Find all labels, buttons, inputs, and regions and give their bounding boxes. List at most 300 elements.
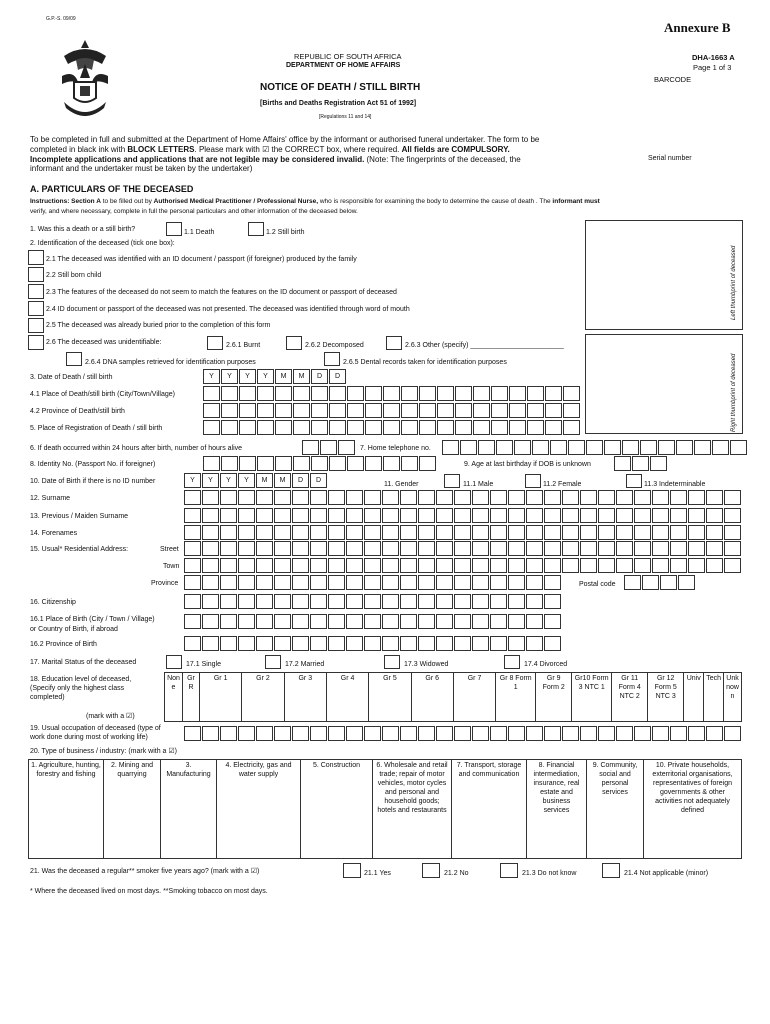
input-cell[interactable]	[184, 490, 201, 505]
registration-place-field[interactable]	[203, 420, 581, 435]
word-of-mouth-checkbox[interactable]	[28, 301, 44, 316]
industry-option[interactable]: 4. Electricity, gas and water supply	[217, 760, 301, 859]
edu-col[interactable]: Gr 4	[326, 673, 368, 722]
input-cell[interactable]	[454, 490, 471, 505]
input-cell[interactable]	[724, 558, 741, 573]
input-cell[interactable]	[454, 508, 471, 523]
input-cell[interactable]	[652, 508, 669, 523]
input-cell[interactable]	[203, 420, 220, 435]
input-cell[interactable]	[220, 558, 237, 573]
input-cell[interactable]	[418, 525, 435, 540]
input-cell[interactable]	[634, 525, 651, 540]
edu-col[interactable]: Univ	[684, 673, 704, 722]
input-cell[interactable]	[382, 575, 399, 590]
input-cell[interactable]	[419, 420, 436, 435]
input-cell[interactable]	[580, 490, 597, 505]
input-cell[interactable]	[634, 558, 651, 573]
input-cell[interactable]	[202, 558, 219, 573]
input-cell[interactable]	[202, 636, 219, 651]
input-cell[interactable]	[706, 525, 723, 540]
date-cell[interactable]: Y	[184, 473, 201, 488]
input-cell[interactable]	[436, 575, 453, 590]
input-cell[interactable]	[347, 456, 364, 471]
input-cell[interactable]	[203, 386, 220, 401]
input-cell[interactable]	[256, 490, 273, 505]
input-cell[interactable]	[437, 403, 454, 418]
input-cell[interactable]	[634, 490, 651, 505]
date-cell[interactable]: Y	[238, 473, 255, 488]
input-cell[interactable]	[562, 726, 579, 741]
input-cell[interactable]	[203, 403, 220, 418]
input-cell[interactable]	[328, 575, 345, 590]
input-cell[interactable]	[256, 508, 273, 523]
input-cell[interactable]	[365, 403, 382, 418]
industry-option[interactable]: 8. Financial intermediation, insurance, real estate and business services	[527, 760, 587, 859]
input-cell[interactable]	[455, 420, 472, 435]
input-cell[interactable]	[256, 575, 273, 590]
date-cell[interactable]: M	[256, 473, 273, 488]
input-cell[interactable]	[346, 541, 363, 556]
input-cell[interactable]	[455, 386, 472, 401]
input-cell[interactable]	[239, 386, 256, 401]
input-cell[interactable]	[256, 636, 273, 651]
input-cell[interactable]	[419, 386, 436, 401]
input-cell[interactable]	[274, 575, 291, 590]
input-cell[interactable]	[491, 386, 508, 401]
input-cell[interactable]	[418, 726, 435, 741]
input-cell[interactable]	[472, 525, 489, 540]
input-cell[interactable]	[364, 636, 381, 651]
province-of-death-field[interactable]	[203, 403, 581, 418]
citizenship-field[interactable]	[184, 594, 562, 609]
input-cell[interactable]	[670, 558, 687, 573]
input-cell[interactable]	[509, 420, 526, 435]
input-cell[interactable]	[310, 541, 327, 556]
input-cell[interactable]	[328, 508, 345, 523]
input-cell[interactable]	[544, 558, 561, 573]
place-of-birth-field[interactable]	[184, 614, 562, 629]
input-cell[interactable]	[670, 541, 687, 556]
input-cell[interactable]	[490, 575, 507, 590]
input-cell[interactable]	[455, 403, 472, 418]
input-cell[interactable]	[310, 614, 327, 629]
input-cell[interactable]	[257, 420, 274, 435]
burnt-checkbox[interactable]	[207, 336, 223, 350]
input-cell[interactable]	[622, 440, 639, 455]
input-cell[interactable]	[256, 541, 273, 556]
decomposed-checkbox[interactable]	[286, 336, 302, 350]
input-cell[interactable]	[418, 594, 435, 609]
input-cell[interactable]	[724, 541, 741, 556]
input-cell[interactable]	[472, 594, 489, 609]
input-cell[interactable]	[436, 594, 453, 609]
input-cell[interactable]	[239, 456, 256, 471]
input-cell[interactable]	[508, 594, 525, 609]
input-cell[interactable]	[562, 508, 579, 523]
edu-col[interactable]: Gr 8 Form 1	[496, 673, 536, 722]
input-cell[interactable]	[346, 558, 363, 573]
input-cell[interactable]	[275, 420, 292, 435]
input-cell[interactable]	[400, 525, 417, 540]
input-cell[interactable]	[624, 575, 641, 590]
input-cell[interactable]	[532, 440, 549, 455]
input-cell[interactable]	[508, 558, 525, 573]
input-cell[interactable]	[184, 726, 201, 741]
input-cell[interactable]	[490, 525, 507, 540]
input-cell[interactable]	[364, 525, 381, 540]
input-cell[interactable]	[508, 636, 525, 651]
input-cell[interactable]	[616, 490, 633, 505]
input-cell[interactable]	[490, 490, 507, 505]
input-cell[interactable]	[688, 541, 705, 556]
input-cell[interactable]	[418, 508, 435, 523]
input-cell[interactable]	[544, 636, 561, 651]
input-cell[interactable]	[508, 525, 525, 540]
input-cell[interactable]	[436, 541, 453, 556]
edu-col[interactable]: Gr10 Form 3 NTC 1	[572, 673, 612, 722]
input-cell[interactable]	[527, 386, 544, 401]
input-cell[interactable]	[328, 594, 345, 609]
input-cell[interactable]	[712, 440, 729, 455]
input-cell[interactable]	[724, 508, 741, 523]
date-cell[interactable]: D	[310, 473, 327, 488]
input-cell[interactable]	[292, 490, 309, 505]
input-cell[interactable]	[562, 525, 579, 540]
input-cell[interactable]	[347, 403, 364, 418]
input-cell[interactable]	[418, 636, 435, 651]
input-cell[interactable]	[418, 614, 435, 629]
input-cell[interactable]	[382, 726, 399, 741]
input-cell[interactable]	[580, 726, 597, 741]
input-cell[interactable]	[382, 508, 399, 523]
date-cell[interactable]: M	[274, 473, 291, 488]
input-cell[interactable]	[238, 508, 255, 523]
input-cell[interactable]	[508, 575, 525, 590]
input-cell[interactable]	[544, 525, 561, 540]
input-cell[interactable]	[436, 508, 453, 523]
date-cell[interactable]: M	[293, 369, 310, 384]
dna-checkbox[interactable]	[66, 352, 82, 366]
input-cell[interactable]	[329, 386, 346, 401]
edu-col[interactable]: Gr 2	[242, 673, 284, 722]
input-cell[interactable]	[310, 508, 327, 523]
input-cell[interactable]	[688, 525, 705, 540]
input-cell[interactable]	[202, 525, 219, 540]
input-cell[interactable]	[598, 508, 615, 523]
input-cell[interactable]	[473, 420, 490, 435]
input-cell[interactable]	[310, 594, 327, 609]
input-cell[interactable]	[490, 636, 507, 651]
input-cell[interactable]	[706, 541, 723, 556]
input-cell[interactable]	[184, 541, 201, 556]
edu-col[interactable]: Gr 7	[453, 673, 495, 722]
edu-col[interactable]: Gr 3	[284, 673, 326, 722]
input-cell[interactable]	[598, 558, 615, 573]
input-cell[interactable]	[544, 726, 561, 741]
input-cell[interactable]	[328, 525, 345, 540]
input-cell[interactable]	[642, 575, 659, 590]
input-cell[interactable]	[586, 440, 603, 455]
date-cell[interactable]: Y	[257, 369, 274, 384]
industry-option[interactable]: 10. Private households, exterritorial organisations, representatives of foreign governments & other activities not adequately defined	[644, 760, 742, 859]
still-birth-checkbox[interactable]	[248, 222, 264, 236]
input-cell[interactable]	[660, 575, 677, 590]
input-cell[interactable]	[184, 636, 201, 651]
input-cell[interactable]	[634, 726, 651, 741]
input-cell[interactable]	[694, 440, 711, 455]
input-cell[interactable]	[184, 575, 201, 590]
input-cell[interactable]	[220, 525, 237, 540]
input-cell[interactable]	[274, 490, 291, 505]
edu-col[interactable]: Gr 6	[411, 673, 453, 722]
input-cell[interactable]	[688, 490, 705, 505]
input-cell[interactable]	[346, 575, 363, 590]
input-cell[interactable]	[670, 490, 687, 505]
input-cell[interactable]	[347, 420, 364, 435]
maiden-surname-field[interactable]	[184, 508, 742, 523]
input-cell[interactable]	[292, 575, 309, 590]
smoker-no-checkbox[interactable]	[422, 863, 440, 878]
input-cell[interactable]	[562, 490, 579, 505]
input-cell[interactable]	[311, 386, 328, 401]
edu-col[interactable]: Gr 5	[369, 673, 411, 722]
input-cell[interactable]	[508, 490, 525, 505]
input-cell[interactable]	[400, 558, 417, 573]
input-cell[interactable]	[310, 575, 327, 590]
date-cell[interactable]: D	[329, 369, 346, 384]
industry-option[interactable]: 2. Mining and quarrying	[104, 760, 161, 859]
input-cell[interactable]	[508, 726, 525, 741]
date-cell[interactable]: M	[275, 369, 292, 384]
input-cell[interactable]	[293, 420, 310, 435]
input-cell[interactable]	[454, 636, 471, 651]
date-cell[interactable]: Y	[239, 369, 256, 384]
input-cell[interactable]	[221, 403, 238, 418]
input-cell[interactable]	[274, 636, 291, 651]
input-cell[interactable]	[614, 456, 631, 471]
input-cell[interactable]	[526, 575, 543, 590]
input-cell[interactable]	[562, 541, 579, 556]
input-cell[interactable]	[202, 726, 219, 741]
date-cell[interactable]: D	[311, 369, 328, 384]
input-cell[interactable]	[436, 614, 453, 629]
date-cell[interactable]: Y	[203, 369, 220, 384]
input-cell[interactable]	[509, 403, 526, 418]
input-cell[interactable]	[634, 508, 651, 523]
input-cell[interactable]	[473, 403, 490, 418]
input-cell[interactable]	[724, 726, 741, 741]
input-cell[interactable]	[310, 490, 327, 505]
input-cell[interactable]	[220, 490, 237, 505]
input-cell[interactable]	[274, 541, 291, 556]
widowed-checkbox[interactable]	[384, 655, 400, 669]
input-cell[interactable]	[382, 541, 399, 556]
input-cell[interactable]	[238, 726, 255, 741]
already-buried-checkbox[interactable]	[28, 318, 44, 333]
input-cell[interactable]	[238, 541, 255, 556]
input-cell[interactable]	[658, 440, 675, 455]
input-cell[interactable]	[328, 614, 345, 629]
input-cell[interactable]	[670, 525, 687, 540]
male-checkbox[interactable]	[444, 474, 460, 488]
input-cell[interactable]	[310, 636, 327, 651]
married-checkbox[interactable]	[265, 655, 281, 669]
input-cell[interactable]	[238, 490, 255, 505]
input-cell[interactable]	[257, 386, 274, 401]
input-cell[interactable]	[364, 490, 381, 505]
input-cell[interactable]	[472, 614, 489, 629]
input-cell[interactable]	[652, 558, 669, 573]
input-cell[interactable]	[329, 403, 346, 418]
divorced-checkbox[interactable]	[504, 655, 520, 669]
input-cell[interactable]	[239, 403, 256, 418]
input-cell[interactable]	[257, 403, 274, 418]
input-cell[interactable]	[221, 420, 238, 435]
input-cell[interactable]	[670, 726, 687, 741]
input-cell[interactable]	[382, 594, 399, 609]
input-cell[interactable]	[545, 420, 562, 435]
input-cell[interactable]	[310, 726, 327, 741]
single-checkbox[interactable]	[166, 655, 182, 669]
input-cell[interactable]	[364, 558, 381, 573]
input-cell[interactable]	[292, 558, 309, 573]
input-cell[interactable]	[472, 541, 489, 556]
input-cell[interactable]	[436, 636, 453, 651]
industry-option[interactable]: 9. Community, social and personal services	[587, 760, 644, 859]
input-cell[interactable]	[652, 525, 669, 540]
input-cell[interactable]	[221, 386, 238, 401]
input-cell[interactable]	[401, 420, 418, 435]
input-cell[interactable]	[598, 490, 615, 505]
surname-field[interactable]	[184, 490, 742, 505]
input-cell[interactable]	[496, 440, 513, 455]
input-cell[interactable]	[338, 440, 355, 455]
input-cell[interactable]	[724, 525, 741, 540]
input-cell[interactable]	[514, 440, 531, 455]
input-cell[interactable]	[220, 541, 237, 556]
input-cell[interactable]	[292, 636, 309, 651]
province-field[interactable]	[184, 575, 562, 590]
input-cell[interactable]	[563, 420, 580, 435]
home-telephone-field[interactable]	[442, 440, 748, 455]
input-cell[interactable]	[202, 614, 219, 629]
input-cell[interactable]	[436, 558, 453, 573]
input-cell[interactable]	[256, 614, 273, 629]
input-cell[interactable]	[365, 456, 382, 471]
smoker-unknown-checkbox[interactable]	[500, 863, 518, 878]
input-cell[interactable]	[364, 541, 381, 556]
input-cell[interactable]	[328, 636, 345, 651]
input-cell[interactable]	[364, 614, 381, 629]
input-cell[interactable]	[364, 594, 381, 609]
input-cell[interactable]	[202, 575, 219, 590]
input-cell[interactable]	[472, 508, 489, 523]
input-cell[interactable]	[473, 386, 490, 401]
input-cell[interactable]	[275, 386, 292, 401]
input-cell[interactable]	[274, 508, 291, 523]
input-cell[interactable]	[418, 575, 435, 590]
still-born-checkbox[interactable]	[28, 267, 44, 282]
input-cell[interactable]	[184, 558, 201, 573]
input-cell[interactable]	[544, 594, 561, 609]
input-cell[interactable]	[320, 440, 337, 455]
input-cell[interactable]	[419, 456, 436, 471]
input-cell[interactable]	[550, 440, 567, 455]
edu-col[interactable]: Tech	[704, 673, 724, 722]
input-cell[interactable]	[490, 508, 507, 523]
input-cell[interactable]	[527, 403, 544, 418]
input-cell[interactable]	[437, 420, 454, 435]
input-cell[interactable]	[442, 440, 459, 455]
input-cell[interactable]	[400, 490, 417, 505]
input-cell[interactable]	[472, 575, 489, 590]
input-cell[interactable]	[274, 614, 291, 629]
input-cell[interactable]	[730, 440, 747, 455]
input-cell[interactable]	[508, 614, 525, 629]
input-cell[interactable]	[526, 508, 543, 523]
input-cell[interactable]	[460, 440, 477, 455]
input-cell[interactable]	[311, 420, 328, 435]
input-cell[interactable]	[400, 508, 417, 523]
input-cell[interactable]	[454, 575, 471, 590]
input-cell[interactable]	[562, 558, 579, 573]
input-cell[interactable]	[220, 594, 237, 609]
industry-option[interactable]: 7. Transport, storage and communication	[452, 760, 527, 859]
industry-option[interactable]: 5. Construction	[301, 760, 373, 859]
edu-col[interactable]: Unk now n	[724, 673, 742, 722]
edu-col[interactable]: Gr 1	[200, 673, 242, 722]
forenames-field[interactable]	[184, 525, 742, 540]
input-cell[interactable]	[238, 636, 255, 651]
input-cell[interactable]	[580, 525, 597, 540]
input-cell[interactable]	[184, 525, 201, 540]
input-cell[interactable]	[238, 575, 255, 590]
input-cell[interactable]	[544, 541, 561, 556]
input-cell[interactable]	[563, 403, 580, 418]
dental-checkbox[interactable]	[324, 352, 340, 366]
input-cell[interactable]	[292, 614, 309, 629]
input-cell[interactable]	[302, 440, 319, 455]
input-cell[interactable]	[491, 403, 508, 418]
input-cell[interactable]	[400, 541, 417, 556]
date-cell[interactable]: Y	[220, 473, 237, 488]
indeterminable-checkbox[interactable]	[626, 474, 642, 488]
input-cell[interactable]	[328, 541, 345, 556]
input-cell[interactable]	[634, 541, 651, 556]
input-cell[interactable]	[706, 508, 723, 523]
input-cell[interactable]	[418, 541, 435, 556]
features-mismatch-checkbox[interactable]	[28, 284, 44, 299]
input-cell[interactable]	[275, 456, 292, 471]
input-cell[interactable]	[220, 508, 237, 523]
input-cell[interactable]	[238, 558, 255, 573]
edu-col[interactable]: Gr R	[183, 673, 200, 722]
input-cell[interactable]	[202, 541, 219, 556]
input-cell[interactable]	[202, 508, 219, 523]
input-cell[interactable]	[346, 614, 363, 629]
input-cell[interactable]	[526, 490, 543, 505]
input-cell[interactable]	[526, 726, 543, 741]
input-cell[interactable]	[292, 594, 309, 609]
input-cell[interactable]	[346, 636, 363, 651]
input-cell[interactable]	[400, 614, 417, 629]
input-cell[interactable]	[292, 525, 309, 540]
input-cell[interactable]	[526, 594, 543, 609]
input-cell[interactable]	[328, 726, 345, 741]
place-of-death-field[interactable]	[203, 386, 581, 401]
input-cell[interactable]	[568, 440, 585, 455]
input-cell[interactable]	[346, 508, 363, 523]
